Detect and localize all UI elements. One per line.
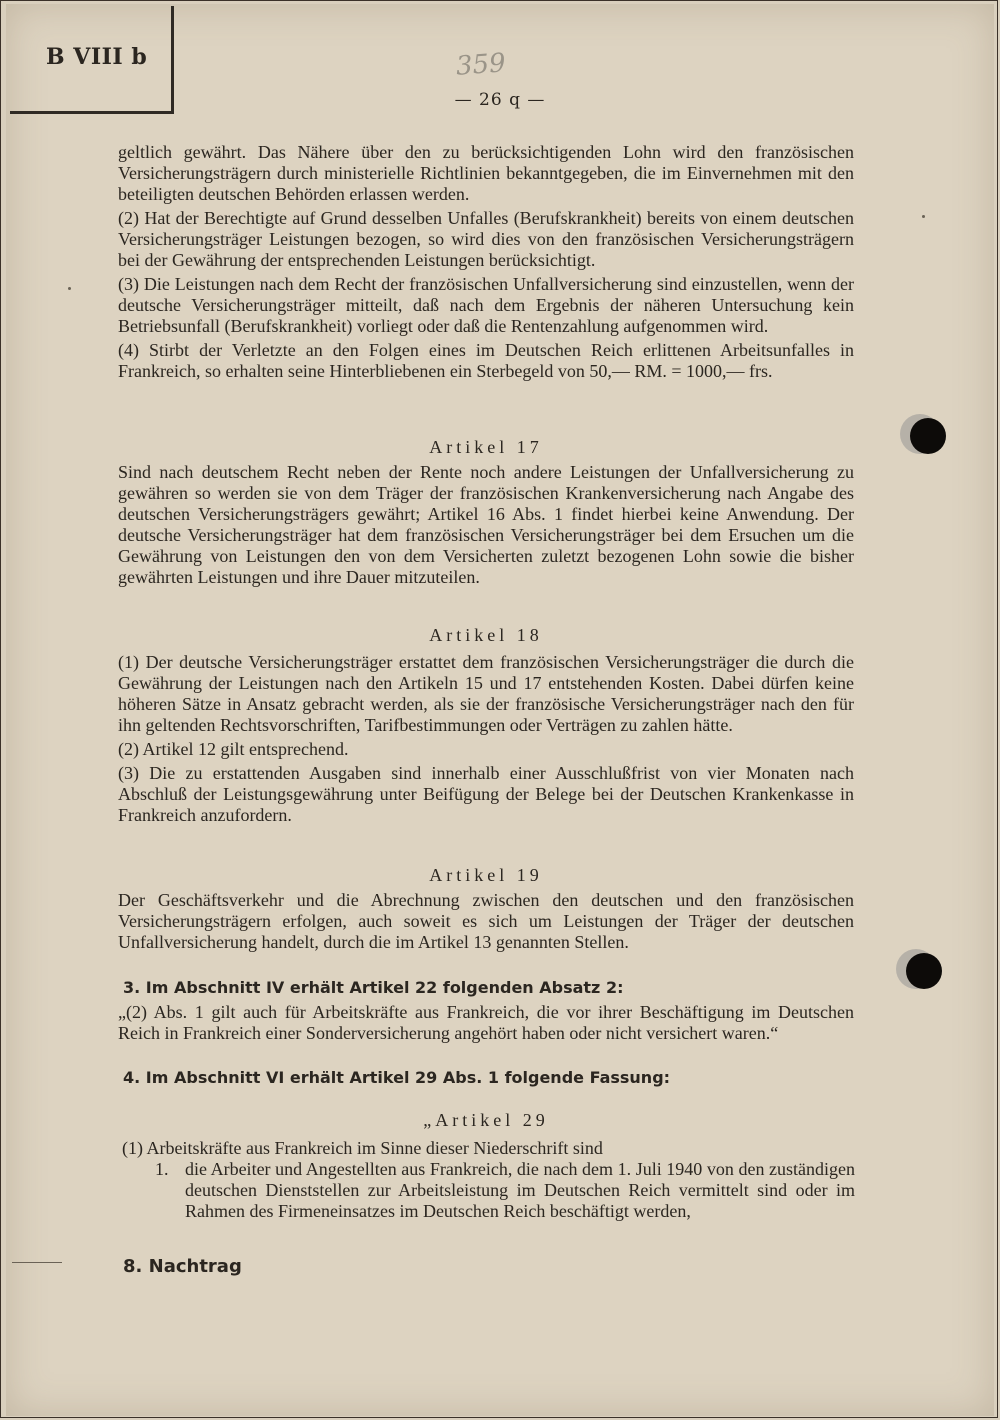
paragraph: „(2) Abs. 1 gilt auch für Arbeitskräfte aus Frankreich, die vor ihrer Beschäftigung im Deutschen Reich in Frankreich einer Sonderversicherung angehört haben oder nicht versichert waren.“ [118, 1002, 854, 1043]
punch-hole [910, 418, 946, 454]
paragraph: (2) Hat der Berechtigte auf Grund desselben Unfalles (Berufskrankheit) bereits von einem deutschen Versicherungsträger Leistungen bezogen, so wird dies von den französischen Versicherungsträgern bei der Gewährung der entsprechenden Leistungen berücksichtigt. [118, 208, 854, 270]
section-4-title: 4. Im Abschnitt VI erhält Artikel 29 Abs. 1 folgende Fassung: [123, 1068, 671, 1087]
footer-label: 8. Nachtrag [123, 1256, 242, 1277]
margin-mark [12, 1262, 62, 1263]
artikel-18-heading: Artikel 18 [429, 625, 543, 645]
paragraph: (1) Der deutsche Versicherungsträger erstattet dem französischen Versicherungsträger die durch die Gewährung der Leistungen nach den Artikeln 15 und 17 entstehenden Kosten. Dabei dürfen keine höheren Sätze in Ansatz gebracht werden, als sie der französische Versicherungsträger nach den für ihn geltenden Rechtsvorschriften, Tarifbestimmungen oder Verträgen zu zahlen hätte. [118, 652, 854, 735]
paragraph: Der Geschäftsverkehr und die Abrechnung zwischen den deutschen und den französischen Versicherungsträgern erfolgen, auch soweit es sich um Leistungen der Träger der deutschen Unfallversicherung handelt, durch die im Artikel 13 genannten Stellen. [118, 890, 854, 952]
artikel-29-heading: „Artikel 29 [423, 1110, 549, 1130]
margin-dot [68, 287, 71, 290]
paragraph: (4) Stirbt der Verletzte an den Folgen eines im Deutschen Reich erlittenen Arbeitsunfalles in Frankreich, so erhalten seine Hinterbliebenen ein Sterbegeld von 50,— RM. = 1000,— frs. [118, 340, 854, 381]
artikel-17-text [118, 462, 854, 588]
corner-label: B VIII b [46, 44, 148, 70]
paragraph: (3) Die Leistungen nach dem Recht der französischen Unfallversicherung sind einzustellen, wenn der deutsche Versicherungsträger mitteilt, daß nach dem Ergebnis der näheren Untersuchung kein Betriebsunfall (Berufskrankheit) vorliegt oder daß die Rentenzahlung aufgenommen wird. [118, 274, 854, 336]
artikel-18-text [118, 652, 854, 826]
section-3-title: 3. Im Abschnitt IV erhält Artikel 22 folgenden Absatz 2: [123, 978, 624, 997]
margin-dot [922, 215, 925, 218]
artikel-29-intro [122, 1138, 858, 1159]
list-item [155, 1159, 855, 1222]
paragraph: (1) Arbeitskräfte aus Frankreich im Sinne dieser Niederschrift sind [122, 1138, 603, 1158]
continued-text-block [118, 142, 854, 382]
handwritten-note: 359 [455, 48, 507, 82]
artikel-17-heading: Artikel 17 [429, 437, 543, 457]
artikel-19-text [118, 890, 854, 953]
list-item-text: die Arbeiter und Angestellten aus Frankreich, die nach dem 1. Juli 1940 von den zuständigen deutschen Dienststellen zur Arbeitsleistung im Deutschen Reich vermittelt sind oder im Rahmen des Firmeneinsatzes im Deutschen Reich beschäftigt werden, [185, 1159, 855, 1221]
paragraph: (3) Die zu erstattenden Ausgaben sind innerhalb einer Ausschlußfrist von vier Monaten nach Abschluß der Leistungsgewährung unter Beifügung der Belege bei der Deutschen Krankenkasse in Frankreich anzufordern. [118, 763, 854, 825]
punch-hole [906, 953, 942, 989]
page-number: — 26 q — [454, 90, 546, 110]
paragraph: Sind nach deutschem Recht neben der Rente noch andere Leistungen der Unfallversicherung zu gewähren so werden sie von dem Träger der französischen Krankenversicherung nach Angabe des deutschen Versicherungsträgers gewährt; Artikel 16 Abs. 1 findet hierbei keine Anwendung. Der deutsche Versicherungsträger hat dem französischen Versicherungsträger bei dem Ersuchen um die Gewährung von Leistungen den von dem Versicherten zuletzt bezogenen Lohn sowie die bisher gewährten Leistungen und ihre Dauer mitzuteilen. [118, 462, 854, 587]
list-item-number: 1. [155, 1159, 169, 1179]
section-3-text [118, 1002, 854, 1044]
paragraph: geltlich gewährt. Das Nähere über den zu berücksichtigenden Lohn wird den französischen Versicherungsträgern durch ministerielle Richtlinien bekanntgegeben, die im Einvernehmen mit den beteiligten deutschen Behörden erlassen werden. [118, 142, 854, 204]
artikel-19-heading: Artikel 19 [429, 865, 543, 885]
paragraph: (2) Artikel 12 gilt entsprechend. [118, 739, 349, 759]
